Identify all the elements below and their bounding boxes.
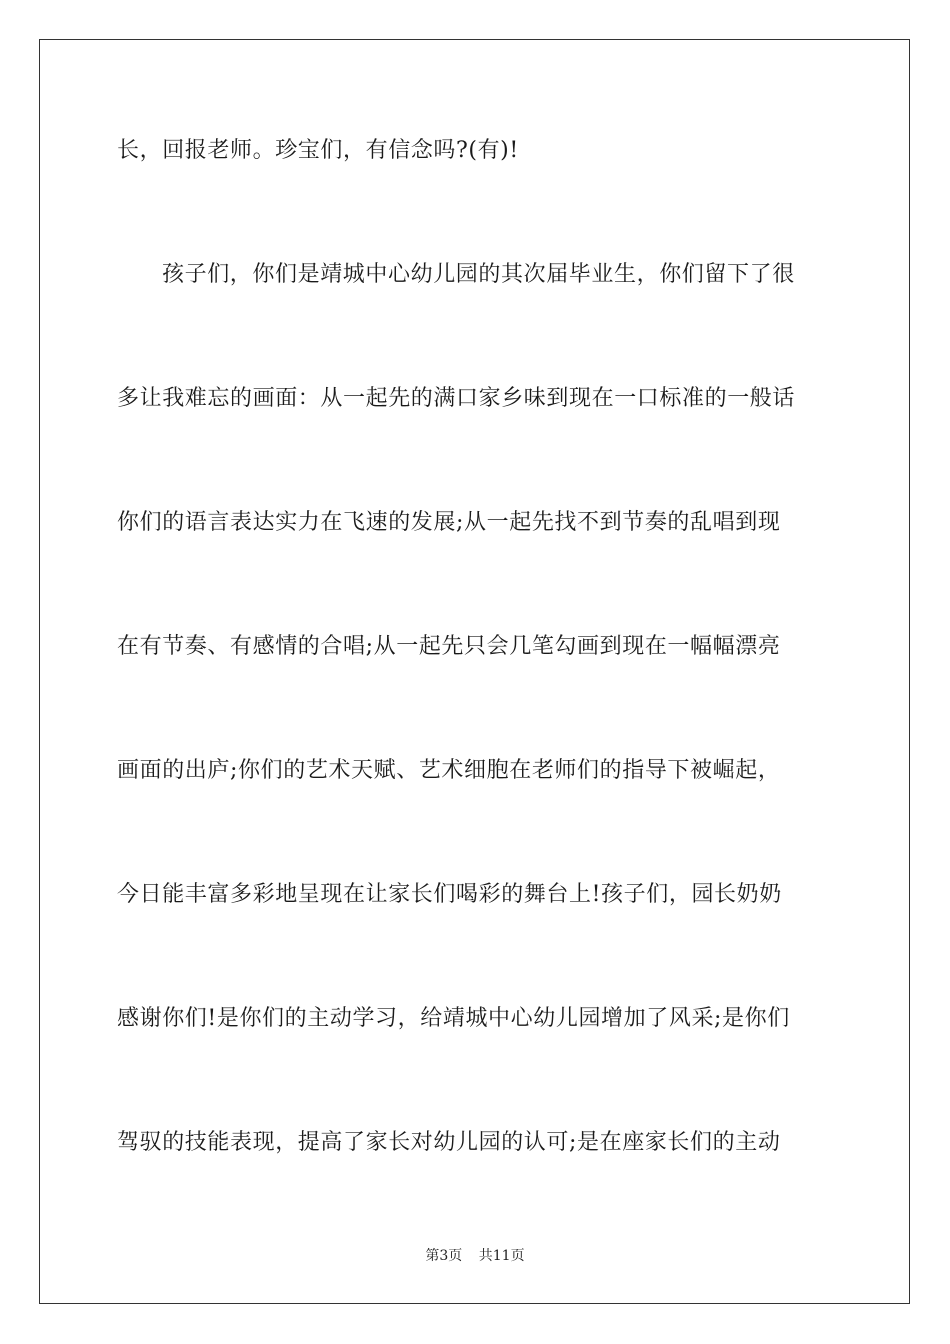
text-line-3: 多让我难忘的画面：从一起先的满口家乡味到现在一口标准的一般话	[117, 386, 796, 411]
text-line-6: 画面的出庐;你们的艺术天赋、艺术细胞在老师们的指导下被崛起，	[117, 758, 781, 783]
page-total: 共11页	[478, 1248, 525, 1264]
text-line-4: 你们的语言表达实力在飞速的发展;从一起先找不到节奏的乱唱到现	[117, 510, 781, 535]
paragraph-start-line: 孩子们，你们是靖城中心幼儿园的其次届毕业生，你们留下了很	[162, 262, 795, 287]
page-number: 第3页	[425, 1248, 463, 1264]
text-line-8: 感谢你们!是你们的主动学习，给靖城中心幼儿园增加了风采;是你们	[117, 1006, 790, 1031]
text-line-5: 在有节奏、有感情的合唱;从一起先只会几笔勾画到现在一幅幅漂亮	[117, 634, 781, 659]
text-line-9: 驾驭的技能表现，提高了家长对幼儿园的认可;是在座家长们的主动	[117, 1130, 781, 1155]
text-line-1: 长，回报老师。珍宝们，有信念吗?(有)!	[117, 138, 519, 163]
text-line-7: 今日能丰富多彩地呈现在让家长们喝彩的舞台上!孩子们，园长奶奶	[117, 882, 782, 907]
page-footer	[0, 1246, 950, 1266]
page-border	[39, 39, 910, 1304]
